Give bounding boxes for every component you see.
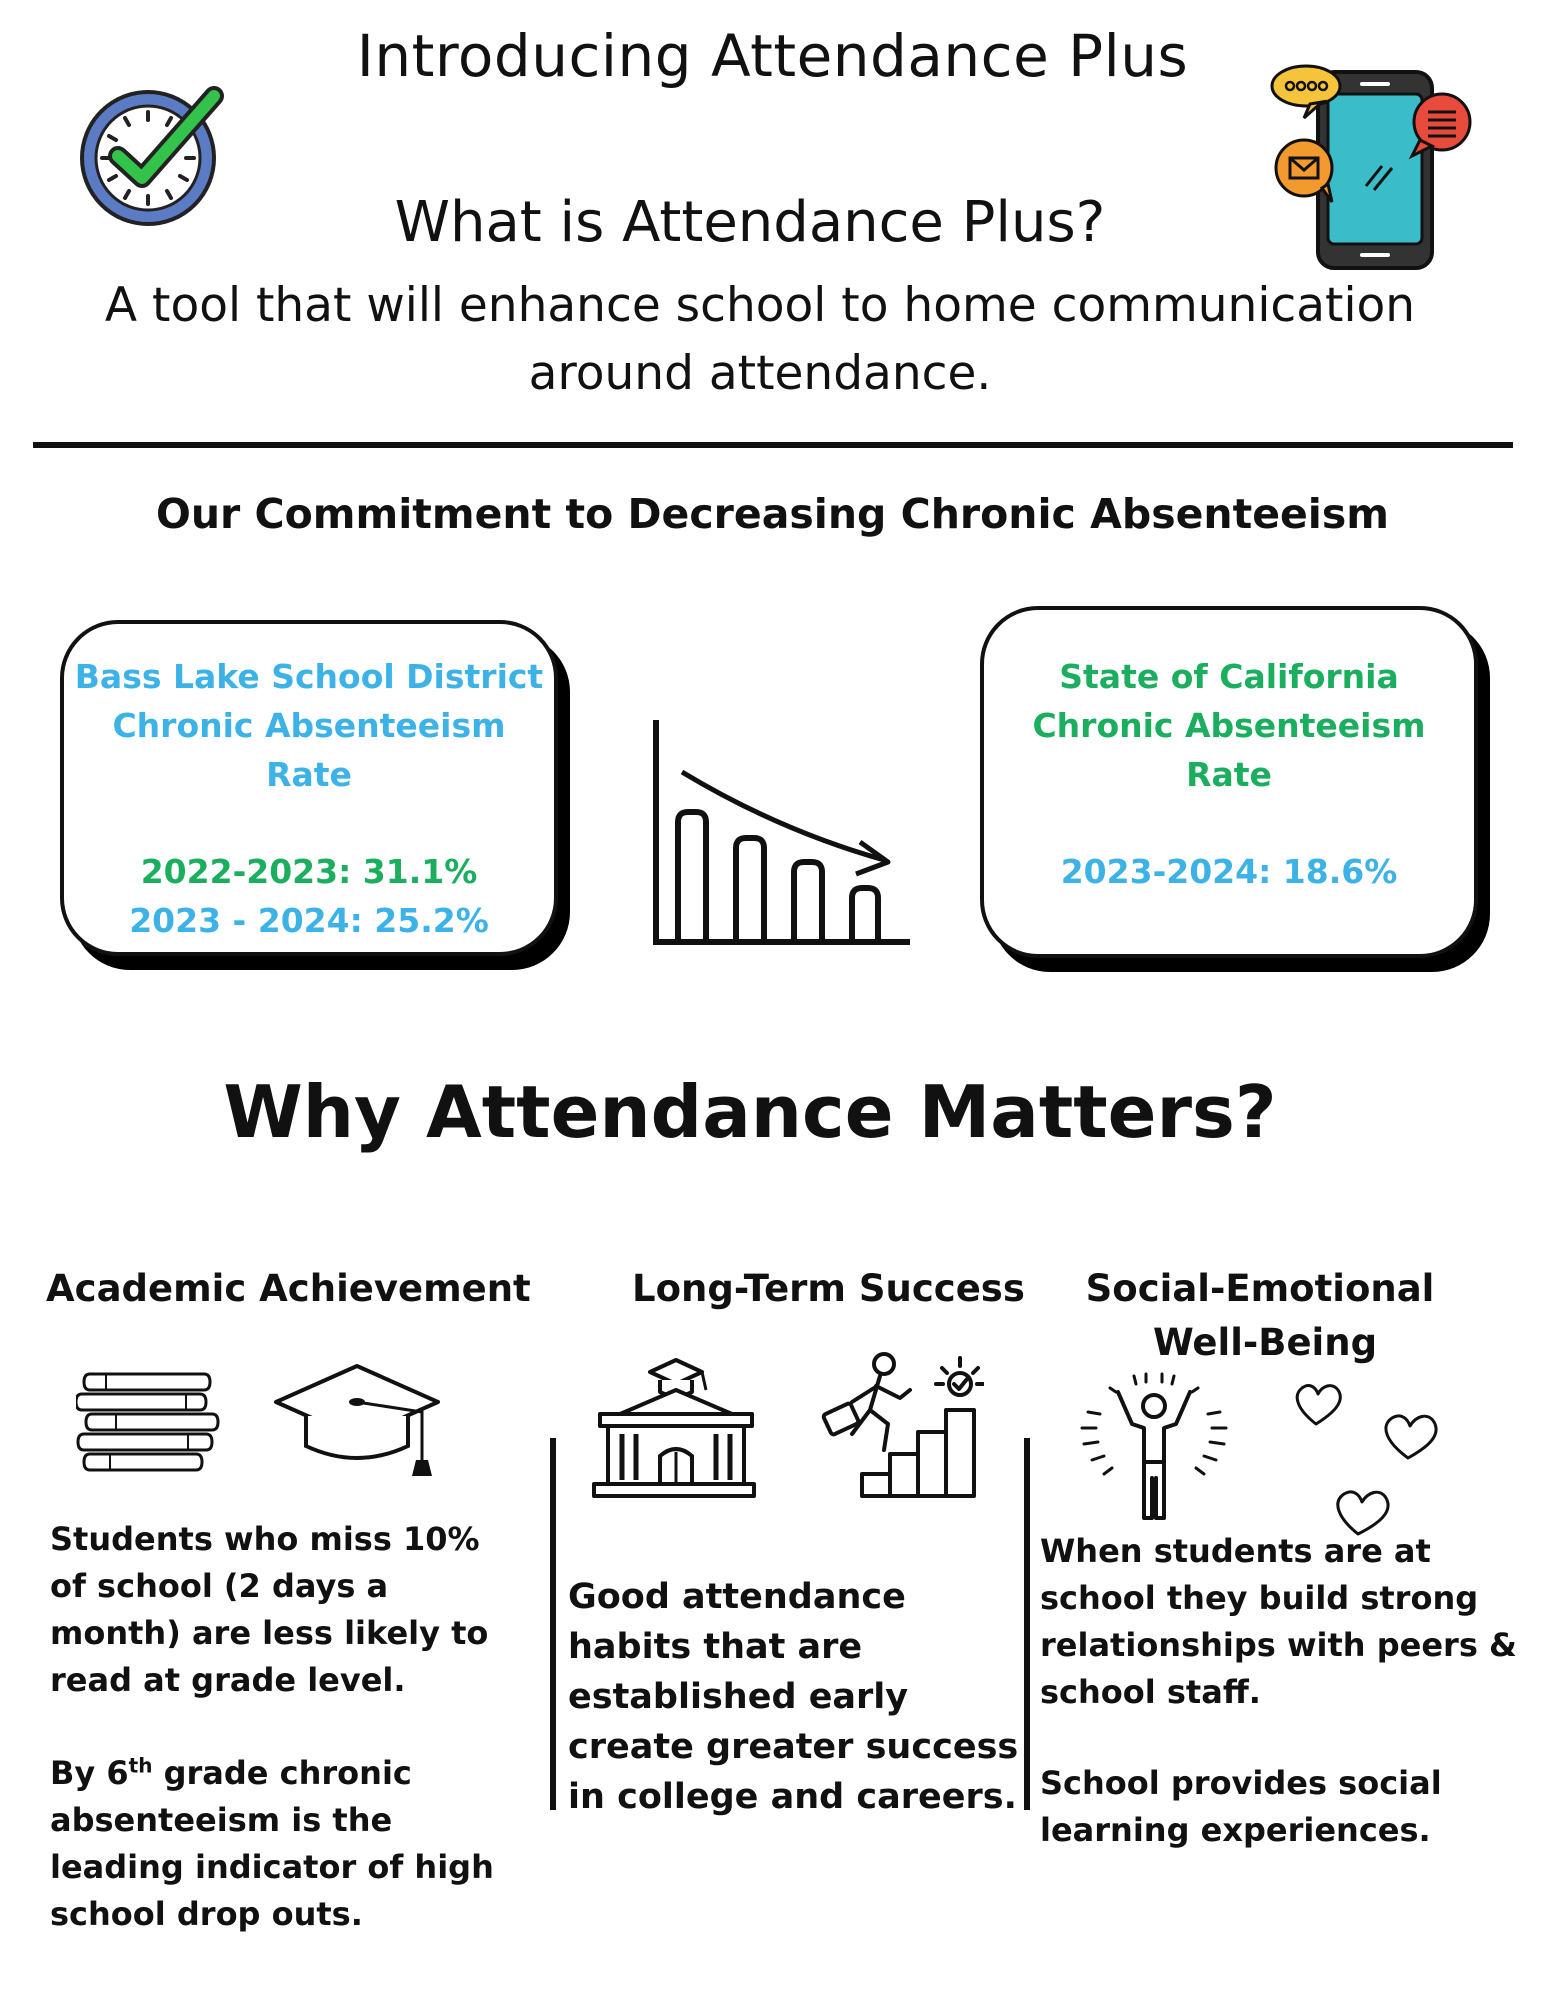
- academic-title: Academic Achievement: [46, 1267, 531, 1310]
- divider: [33, 442, 1513, 448]
- district-rate-box: [60, 620, 558, 956]
- social-title: [1050, 1262, 1470, 1370]
- state-rate-label: Chronic Absenteeism: [1032, 706, 1426, 745]
- longterm-title: Long-Term Success: [632, 1267, 1025, 1310]
- academic-para1: Students who miss 10% of school (2 days a month) are less likely to read at grade level.: [50, 1520, 489, 1699]
- commitment-heading: Our Commitment to Decreasing Chronic Absenteeism: [156, 490, 1389, 538]
- social-para2: School provides social learning experiences.: [1040, 1764, 1442, 1849]
- social-title-line2: Well-Being: [1152, 1321, 1378, 1364]
- district-rate-label: Chronic Absenteeism: [112, 706, 506, 745]
- university-building-icon: [590, 1344, 756, 1500]
- longterm-body: Good attendance habits that are established early create greater success in college and careers.: [568, 1577, 1019, 1817]
- climbing-success-icon: [818, 1350, 984, 1500]
- academic-para2: [50, 1750, 520, 1938]
- description-text: A tool that will enhance school to home communication around attendance.: [104, 278, 1416, 401]
- state-rate-box: [980, 606, 1478, 958]
- column-divider-2: [1024, 1438, 1030, 1810]
- books-icon: [76, 1364, 222, 1474]
- why-heading: Why Attendance Matters?: [223, 1070, 1277, 1154]
- district-rate-2023: 2023 - 2024: 25.2%: [129, 901, 489, 940]
- state-name: State of California: [1059, 657, 1399, 696]
- decreasing-chart-icon: [648, 710, 918, 950]
- social-title-line1: Social-Emotional: [1085, 1267, 1435, 1310]
- happy-person-icon: [1074, 1372, 1234, 1522]
- section-question: What is Attendance Plus?: [394, 190, 1106, 255]
- academic-para2-pre: By 6: [50, 1754, 129, 1792]
- district-name: Bass Lake School District: [74, 657, 544, 696]
- academic-para2-sup: th: [128, 1753, 153, 1778]
- social-para1: When students are at school they build strong relationships with peers & school staff.: [1040, 1532, 1517, 1711]
- page-title: Introducing Attendance Plus: [356, 22, 1189, 90]
- state-rate-label-2: Rate: [1186, 755, 1272, 794]
- hearts-icon: [1288, 1380, 1468, 1540]
- academic-para2-post: grade chronic absenteeism is the leading indicator of high school drop outs.: [50, 1754, 494, 1933]
- graduation-cap-icon: [272, 1362, 442, 1482]
- district-rate-label-2: Rate: [266, 755, 352, 794]
- column-divider-1: [550, 1438, 556, 1810]
- state-rate-2023: 2023-2024: 18.6%: [1060, 852, 1398, 891]
- district-rate-2022: 2022-2023: 31.1%: [140, 852, 478, 891]
